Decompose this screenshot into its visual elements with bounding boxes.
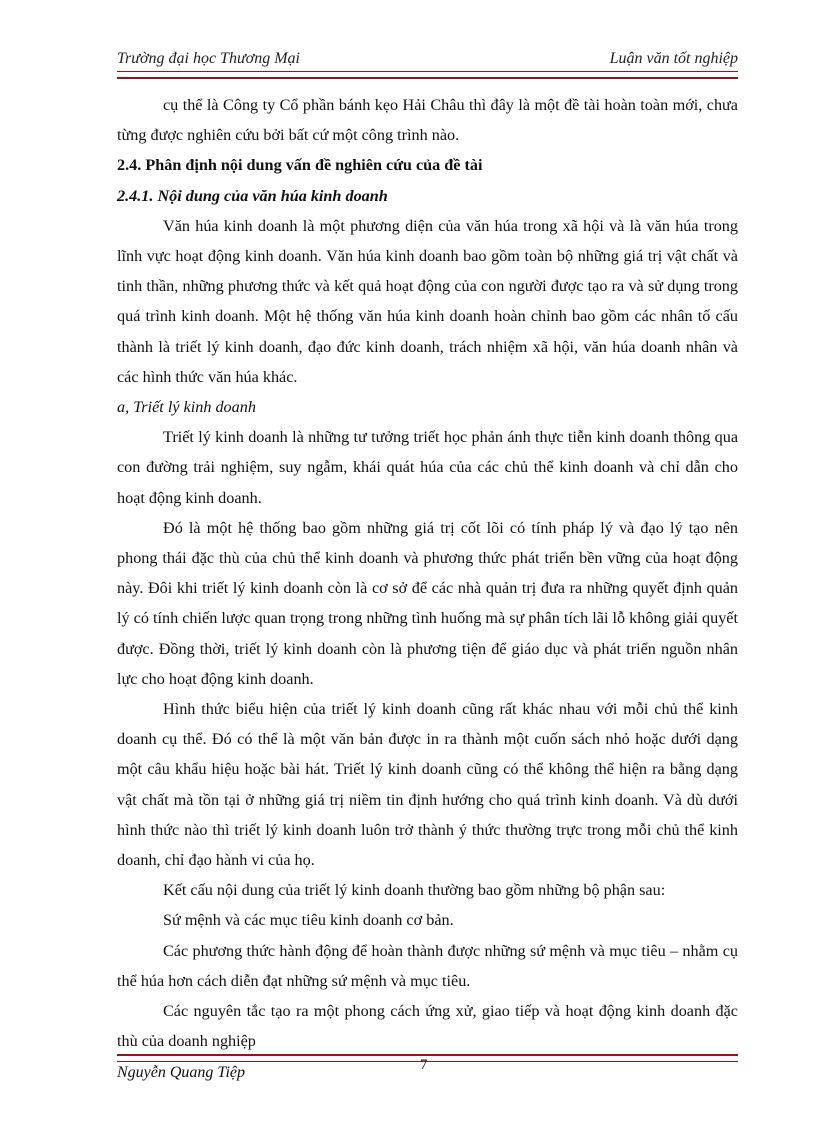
paragraph-structure-intro: Kết cấu nội dung của triết lý kinh doanh thường bao gồm những bộ phận sau: <box>163 881 666 900</box>
paragraph-philosophy-definition: Triết lý kinh doanh là những tư tưởng triết học phản ánh thực tiễn kinh doanh thông qua con đường trải nghiệm, suy ngẫm, khái quát húa của các chủ thể kinh doanh và chỉ dẫn cho hoạt động kinh doanh. <box>117 428 738 507</box>
paragraph-business-culture: Văn húa kinh doanh là một phương diện của văn húa trong xã hội và là văn húa trong lĩnh vực hoạt động kinh doanh. Văn húa kinh doanh bao gồm toàn bộ những giá trị vật chất và tinh thần, những phương thức và kết quả hoạt động của con người được tạo ra và sử dụng trong quá trình kinh doanh. Một hệ thống văn húa kinh doanh hoàn chỉnh bao gồm các nhân tố cấu thành là triết lý kinh doanh, đạo đức kinh doanh, trách nhiệm xã hội, văn húa doanh nhân và các hình thức văn húa khác. <box>117 216 738 386</box>
paragraph-continuation: cụ thể là Công ty Cổ phần bánh kẹo Hải Châu thì đây là một đề tài hoàn toàn mới, chưa từng được nghiên cứu bởi bất cứ một công trình nào. <box>117 96 738 145</box>
paragraph-methods: Các phương thức hành động để hoàn thành được những sứ mệnh và mục tiêu – nhằm cụ thể húa hơn cách diễn đạt những sứ mệnh và mục tiêu. <box>117 941 738 990</box>
section-heading-2-4-1: 2.4.1. Nội dung của văn húa kinh doanh <box>117 186 388 205</box>
section-heading-2-4: 2.4. Phân định nội dung vấn đề nghiên cứu của đề tài <box>117 156 483 175</box>
paragraph-principles: Các nguyên tắc tạo ra một phong cách ứng xử, giao tiếp và hoạt động kinh doanh đặc thù của doanh nghiệp <box>117 1002 738 1051</box>
paragraph-mission: Sứ mệnh và các mục tiêu kinh doanh cơ bản. <box>163 911 454 930</box>
page-number: 7 <box>420 1057 428 1073</box>
document-body <box>117 90 738 1057</box>
paragraph-philosophy-forms: Hình thức biểu hiện của triết lý kinh doanh cũng rất khác nhau với mỗi chủ thể kinh doanh cụ thể. Đó có thể là một văn bản được in ra thành một cuốn sách nhỏ hoặc dưới dạng một câu khẩu hiệu hoặc bài hát. Triết lý kinh doanh cũng có thể không thể hiện ra bằng dạng vật chất mà tồn tại ở những giá trị niềm tin định hướng cho quá trình kinh doanh. Và dù dưới hình thức nào thì triết lý kinh doanh luôn trở thành ý thức thường trực trong mỗi chủ thể kinh doanh, chỉ đạo hành vi của họ. <box>117 700 738 870</box>
header-doc-type: Luận văn tốt nghiệp <box>609 50 738 67</box>
page-header <box>117 46 738 70</box>
footer-author: Nguyễn Quang Tiệp <box>117 1064 245 1081</box>
header-university: Trường đại học Thương Mại <box>117 50 300 67</box>
subsection-heading-a: a, Triết lý kinh doanh <box>117 398 256 417</box>
paragraph-philosophy-system: Đó là một hệ thống bao gồm những giá trị cốt lõi có tính pháp lý và đạo lý tạo nên phong thái đặc thù của chủ thể kinh doanh và phương thức phát triển bền vững của hoạt động này. Đôi khi triết lý kinh doanh còn là cơ sở để các nhà quản trị đưa ra những quyết định quản lý có tính chiến lược quan trọng trong những tình huống mà sự phân tích lãi lỗ không giải quyết được. Đồng thời, triết lý kinh doanh còn là phương tiện để giáo dục và phát triển nguồn nhân lực cho hoạt động kinh doanh. <box>117 518 738 688</box>
header-rule <box>117 71 738 79</box>
